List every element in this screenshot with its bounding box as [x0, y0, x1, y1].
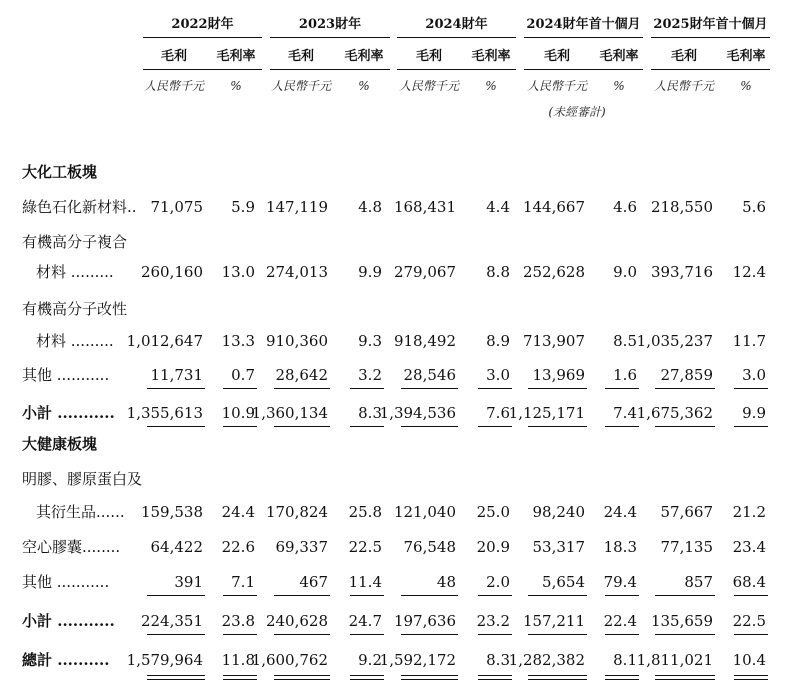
sum-rule [223, 675, 257, 676]
sum-rule [655, 675, 715, 676]
row-value-gross-margin: 3.2 [358, 366, 382, 384]
sum-rule [401, 388, 458, 389]
total-value-gross-margin: 8.1 [613, 651, 637, 669]
sum-rule [147, 595, 205, 596]
sum-rule [734, 595, 768, 596]
row-value-gross-profit: 252,628 [522, 263, 585, 281]
gross-profit-header: 毛利 [415, 49, 443, 64]
row-value-gross-margin: 3.0 [486, 366, 510, 384]
row-value-gross-profit: 71,075 [150, 198, 203, 216]
row-value-gross-margin: 18.3 [603, 538, 637, 556]
row-value-gross-margin: 25.0 [476, 503, 510, 521]
sum-rule-double [478, 679, 512, 680]
row-value-gross-profit: 144,667 [522, 198, 585, 216]
row-value-gross-margin: 68.4 [732, 573, 766, 591]
gross-profit-header: 毛利 [670, 49, 698, 64]
row-label: 有機高分子改性 [22, 300, 128, 318]
row-label: 明膠、膠原蛋白及 [22, 470, 143, 488]
row-value-gross-profit: 57,667 [660, 503, 713, 521]
row-value-gross-margin: 20.9 [476, 538, 510, 556]
subtotal-value-gross-margin: 22.4 [603, 612, 637, 630]
sum-rule [655, 595, 715, 596]
row-value-gross-margin: 1.6 [613, 366, 637, 384]
row-value-gross-profit: 69,337 [275, 538, 328, 556]
sum-rule [655, 426, 715, 427]
row-value-gross-margin: 8.9 [486, 332, 510, 350]
gross-margin-unit: % [740, 79, 752, 93]
column-header-rule [524, 69, 643, 70]
total-value-gross-profit: 1,282,382 [508, 651, 585, 669]
subtotal-value-gross-margin: 7.6 [486, 404, 510, 422]
row-label: 材料 ......... [36, 263, 114, 281]
column-header-rule [270, 69, 390, 70]
row-value-gross-margin: 3.0 [742, 366, 766, 384]
subtotal-label: 小計 ........... [22, 404, 115, 422]
subtotal-value-gross-profit: 197,636 [393, 612, 456, 630]
subtotal-value-gross-profit: 1,125,171 [508, 404, 585, 422]
column-header-rule [143, 69, 262, 70]
row-value-gross-margin: 11.4 [348, 573, 382, 591]
subtotal-value-gross-profit: 240,628 [265, 612, 328, 630]
sum-rule [528, 634, 587, 635]
sum-rule [350, 388, 384, 389]
gross-profit-header: 毛利 [543, 49, 571, 64]
sum-rule [274, 388, 330, 389]
sum-rule [223, 634, 257, 635]
gross-profit-unit: 人民幣千元 [143, 79, 205, 93]
total-value-gross-profit: 1,600,762 [251, 651, 328, 669]
gross-margin-header: 毛利率 [344, 49, 384, 64]
row-value-gross-margin: 8.5 [613, 332, 637, 350]
sum-rule [401, 634, 458, 635]
row-value-gross-margin: 25.8 [348, 503, 382, 521]
row-value-gross-margin: 4.8 [358, 198, 382, 216]
period-header-rule [397, 37, 516, 38]
gross-profit-unit: 人民幣千元 [653, 79, 715, 93]
row-value-gross-profit: 76,548 [403, 538, 456, 556]
row-label: 其衍生品...... [36, 503, 125, 521]
row-value-gross-profit: 391 [174, 573, 203, 591]
sum-rule [528, 426, 587, 427]
period-header: 2023財年 [298, 17, 362, 32]
sum-rule [655, 634, 715, 635]
row-value-gross-profit: 121,040 [393, 503, 456, 521]
total-value-gross-profit: 1,811,021 [636, 651, 713, 669]
row-value-gross-profit: 48 [436, 573, 456, 591]
period-header-rule [270, 37, 390, 38]
gross-margin-unit: % [485, 79, 497, 93]
subtotal-label: 小計 ........... [22, 612, 115, 630]
gross-margin-unit: % [230, 79, 242, 93]
row-value-gross-profit: 13,969 [532, 366, 585, 384]
sum-rule [350, 634, 384, 635]
sum-rule [147, 388, 205, 389]
subtotal-value-gross-margin: 23.2 [476, 612, 510, 630]
row-value-gross-profit: 28,642 [275, 366, 328, 384]
column-header-rule [397, 69, 516, 70]
row-label: 綠色石化新材料.. [22, 198, 137, 216]
period-header: 2024財年首十個月 [526, 17, 641, 32]
sum-rule [350, 675, 384, 676]
row-label: 其他 ........... [22, 366, 110, 384]
sum-rule [605, 426, 639, 427]
row-value-gross-margin: 7.1 [231, 573, 255, 591]
sum-rule [478, 634, 512, 635]
section-title: 大化工板塊 [22, 163, 98, 181]
row-value-gross-profit: 218,550 [650, 198, 713, 216]
row-value-gross-profit: 11,731 [150, 366, 203, 384]
total-value-gross-margin: 11.8 [221, 651, 255, 669]
row-value-gross-margin: 4.4 [486, 198, 510, 216]
sum-rule-double [734, 679, 768, 680]
row-value-gross-margin: 2.0 [486, 573, 510, 591]
sum-rule [528, 595, 587, 596]
subtotal-value-gross-margin: 10.9 [221, 404, 255, 422]
sum-rule [274, 675, 330, 676]
row-value-gross-margin: 9.0 [613, 263, 637, 281]
sum-rule [605, 634, 639, 635]
subtotal-value-gross-profit: 157,211 [522, 612, 585, 630]
row-label: 材料 ......... [36, 332, 114, 350]
row-value-gross-margin: 4.6 [613, 198, 637, 216]
sum-rule [223, 426, 257, 427]
total-label: 總計 .......... [22, 651, 110, 669]
row-value-gross-margin: 13.3 [221, 332, 255, 350]
sum-rule [147, 426, 205, 427]
row-value-gross-margin: 0.7 [231, 366, 255, 384]
period-header-rule [524, 37, 643, 38]
row-value-gross-profit: 170,824 [265, 503, 328, 521]
subtotal-value-gross-margin: 9.9 [742, 404, 766, 422]
sum-rule [147, 634, 205, 635]
row-label: 其他 ........... [22, 573, 110, 591]
subtotal-value-gross-profit: 1,394,536 [379, 404, 456, 422]
sum-rule [274, 595, 330, 596]
gross-margin-header: 毛利率 [216, 49, 256, 64]
sum-rule [734, 426, 768, 427]
row-value-gross-profit: 168,431 [393, 198, 456, 216]
row-value-gross-profit: 5,654 [542, 573, 585, 591]
row-value-gross-margin: 21.2 [732, 503, 766, 521]
row-value-gross-margin: 12.4 [732, 263, 766, 281]
sum-rule [350, 595, 384, 596]
sum-rule-double [605, 679, 639, 680]
sum-rule-double [655, 679, 715, 680]
sum-rule-double [528, 679, 587, 680]
sum-rule [147, 675, 205, 676]
subtotal-value-gross-margin: 24.7 [348, 612, 382, 630]
row-value-gross-profit: 77,135 [660, 538, 713, 556]
subtotal-value-gross-profit: 1,360,134 [251, 404, 328, 422]
sum-rule [401, 426, 458, 427]
row-value-gross-profit: 260,160 [140, 263, 203, 281]
sum-rule [605, 675, 639, 676]
row-value-gross-profit: 713,907 [522, 332, 585, 350]
row-value-gross-profit: 98,240 [532, 503, 585, 521]
gross-margin-header: 毛利率 [599, 49, 639, 64]
row-value-gross-margin: 24.4 [603, 503, 637, 521]
sum-rule [274, 426, 330, 427]
row-value-gross-margin: 8.8 [486, 263, 510, 281]
row-value-gross-profit: 910,360 [265, 332, 328, 350]
gross-margin-header: 毛利率 [471, 49, 511, 64]
subtotal-value-gross-profit: 1,675,362 [636, 404, 713, 422]
subtotal-value-gross-margin: 22.5 [732, 612, 766, 630]
row-value-gross-profit: 918,492 [393, 332, 456, 350]
sum-rule-double [401, 679, 458, 680]
row-value-gross-profit: 393,716 [650, 263, 713, 281]
sum-rule [478, 426, 512, 427]
row-value-gross-profit: 279,067 [393, 263, 456, 281]
row-value-gross-margin: 11.7 [732, 332, 766, 350]
period-header: 2022財年 [171, 17, 234, 32]
row-value-gross-profit: 159,538 [140, 503, 203, 521]
row-value-gross-profit: 147,119 [265, 198, 328, 216]
sum-rule [605, 388, 639, 389]
row-value-gross-profit: 274,013 [265, 263, 328, 281]
row-value-gross-profit: 467 [299, 573, 328, 591]
subtotal-value-gross-margin: 7.4 [613, 404, 637, 422]
sum-rule [478, 675, 512, 676]
total-value-gross-profit: 1,579,964 [126, 651, 203, 669]
row-value-gross-profit: 28,546 [403, 366, 456, 384]
sum-rule [401, 595, 458, 596]
row-value-gross-margin: 79.4 [603, 573, 637, 591]
period-header-rule [143, 37, 262, 38]
gross-profit-unit: 人民幣千元 [526, 79, 588, 93]
sum-rule-double [274, 679, 330, 680]
row-value-gross-margin: 5.6 [742, 198, 766, 216]
subtotal-value-gross-profit: 1,355,613 [126, 404, 203, 422]
gross-profit-header: 毛利 [287, 49, 315, 64]
gross-margin-unit: % [358, 79, 370, 93]
sum-rule [401, 675, 458, 676]
row-value-gross-profit: 64,422 [150, 538, 203, 556]
period-header-rule [651, 37, 770, 38]
subtotal-value-gross-margin: 23.8 [221, 612, 255, 630]
section-title: 大健康板塊 [22, 435, 98, 453]
row-value-gross-margin: 9.3 [358, 332, 382, 350]
row-value-gross-margin: 24.4 [221, 503, 255, 521]
sum-rule [528, 388, 587, 389]
gross-profit-unit: 人民幣千元 [270, 79, 332, 93]
total-value-gross-profit: 1,592,172 [379, 651, 456, 669]
period-header: 2024財年 [425, 17, 488, 32]
gross-margin-unit: % [613, 79, 625, 93]
unaudited-note: (未經審計) [548, 105, 606, 119]
sum-rule [478, 595, 512, 596]
row-value-gross-margin: 22.5 [348, 538, 382, 556]
row-value-gross-profit: 53,317 [532, 538, 585, 556]
sum-rule [734, 675, 768, 676]
row-value-gross-margin: 5.9 [231, 198, 255, 216]
row-label: 有機高分子複合 [22, 233, 128, 251]
row-label: 空心膠囊........ [22, 538, 121, 556]
sum-rule [734, 634, 768, 635]
sum-rule [734, 388, 768, 389]
row-value-gross-margin: 9.9 [358, 263, 382, 281]
sum-rule-double [147, 679, 205, 680]
row-value-gross-profit: 27,859 [660, 366, 713, 384]
sum-rule [655, 388, 715, 389]
row-value-gross-profit: 1,035,237 [636, 332, 713, 350]
row-value-gross-margin: 23.4 [732, 538, 766, 556]
gross-profit-unit: 人民幣千元 [398, 79, 460, 93]
row-value-gross-margin: 22.6 [221, 538, 255, 556]
total-value-gross-margin: 10.4 [732, 651, 766, 669]
sum-rule-double [223, 679, 257, 680]
sum-rule [350, 426, 384, 427]
sum-rule [274, 634, 330, 635]
total-value-gross-margin: 9.2 [358, 651, 382, 669]
subtotal-value-gross-margin: 8.3 [358, 404, 382, 422]
column-header-rule [651, 69, 770, 70]
subtotal-value-gross-profit: 224,351 [140, 612, 203, 630]
sum-rule [223, 595, 257, 596]
gross-margin-header: 毛利率 [726, 49, 766, 64]
total-value-gross-margin: 8.3 [486, 651, 510, 669]
period-header: 2025財年首十個月 [653, 17, 768, 32]
row-value-gross-margin: 13.0 [221, 263, 255, 281]
sum-rule [478, 388, 512, 389]
sum-rule [605, 595, 639, 596]
sum-rule [528, 675, 587, 676]
subtotal-value-gross-profit: 135,659 [650, 612, 713, 630]
sum-rule [223, 388, 257, 389]
gross-profit-header: 毛利 [160, 49, 188, 64]
row-value-gross-profit: 857 [684, 573, 713, 591]
row-value-gross-profit: 1,012,647 [126, 332, 203, 350]
sum-rule-double [350, 679, 384, 680]
